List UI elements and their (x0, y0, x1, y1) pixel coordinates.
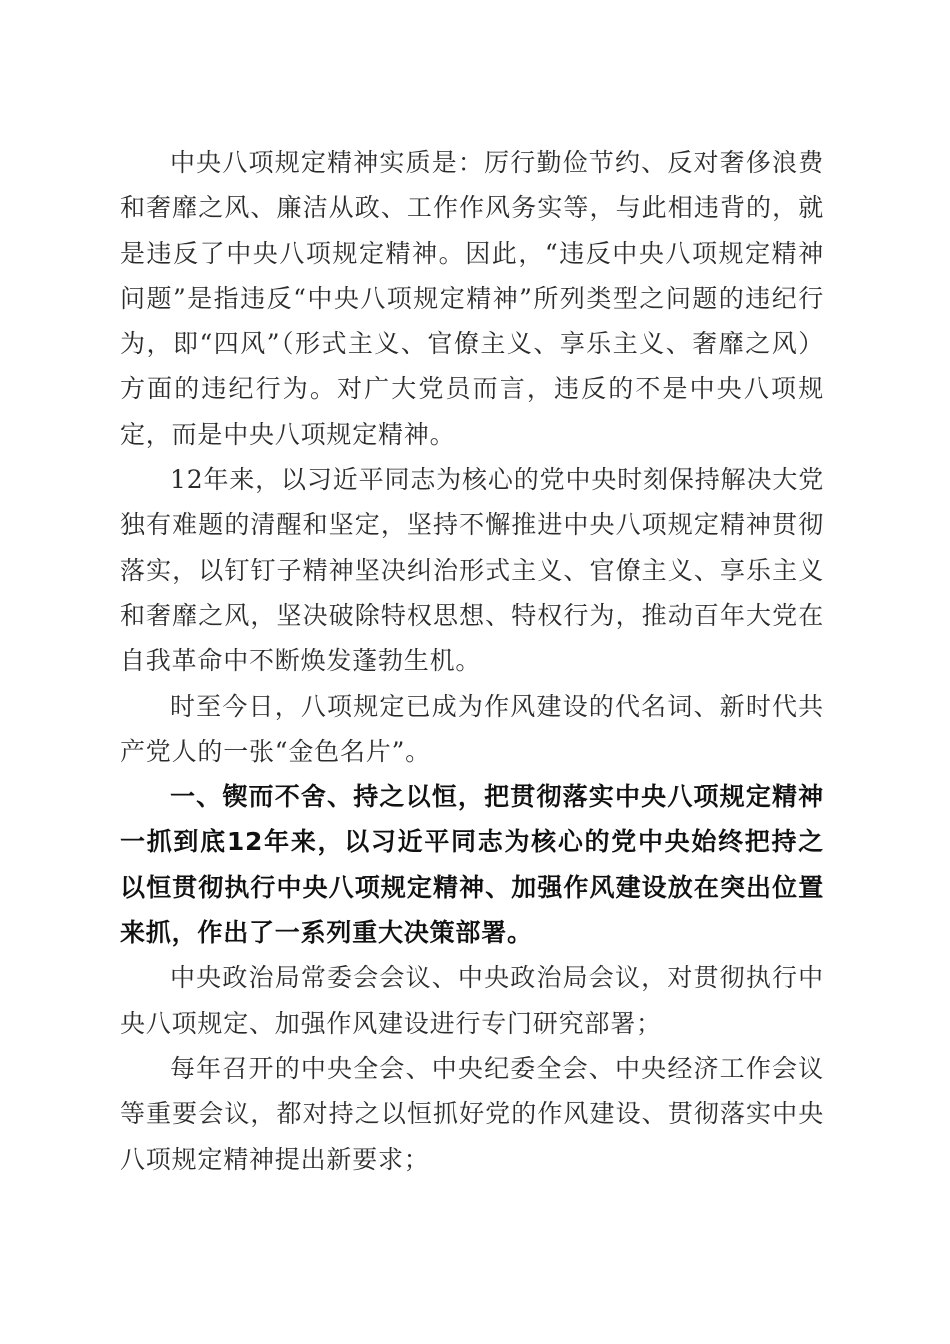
body-paragraph: 中央政治局常委会会议、中央政治局会议，对贯彻执行中央八项规定、加强作风建设进行专门研究部署； (120, 963, 824, 1038)
body-paragraph: 中央八项规定精神实质是：厉行勤俭节约、反对奢侈浪费和奢靡之风、廉洁从政、工作作风务实等，与此相违背的，就是违反了中央八项规定精神。因此，“违反中央八项规定精神问题”是指违反“中央八项规定精神”所列类型之问题的违纪行为，即“四风”（形式主义、官僚主义、享乐主义、奢靡之风）方面的违纪行为。对广大党员而言，违反的不是中央八项规定，而是中央八项规定精神。 (120, 148, 824, 449)
body-paragraph: 每年召开的中央全会、中央纪委全会、中央经济工作会议等重要会议，都对持之以恒抓好党的作风建设、贯彻落实中央八项规定精神提出新要求； (120, 1053, 824, 1174)
body-paragraph: 12年来，以习近平同志为核心的党中央时刻保持解决大党独有难题的清醒和坚定，坚持不懈推进中央八项规定精神贯彻落实，以钉钉子精神坚决纠治形式主义、官僚主义、享乐主义和奢靡之风，坚决破除特权思想、特权行为，推动百年大党在自我革命中不断焕发蓬勃生机。 (120, 465, 824, 676)
body-paragraph: 时至今日，八项规定已成为作风建设的代名词、新时代共产党人的一张“金色名片”。 (120, 691, 824, 766)
section-heading: 一、锲而不舍、持之以恒，把贯彻落实中央八项规定精神一抓到底12年来，以习近平同志为核心的党中央始终把持之以恒贯彻执行中央八项规定精神、加强作风建设放在突出位置来抓，作出了一系列重大决策部署。 (120, 782, 824, 948)
document-body (120, 140, 824, 1182)
